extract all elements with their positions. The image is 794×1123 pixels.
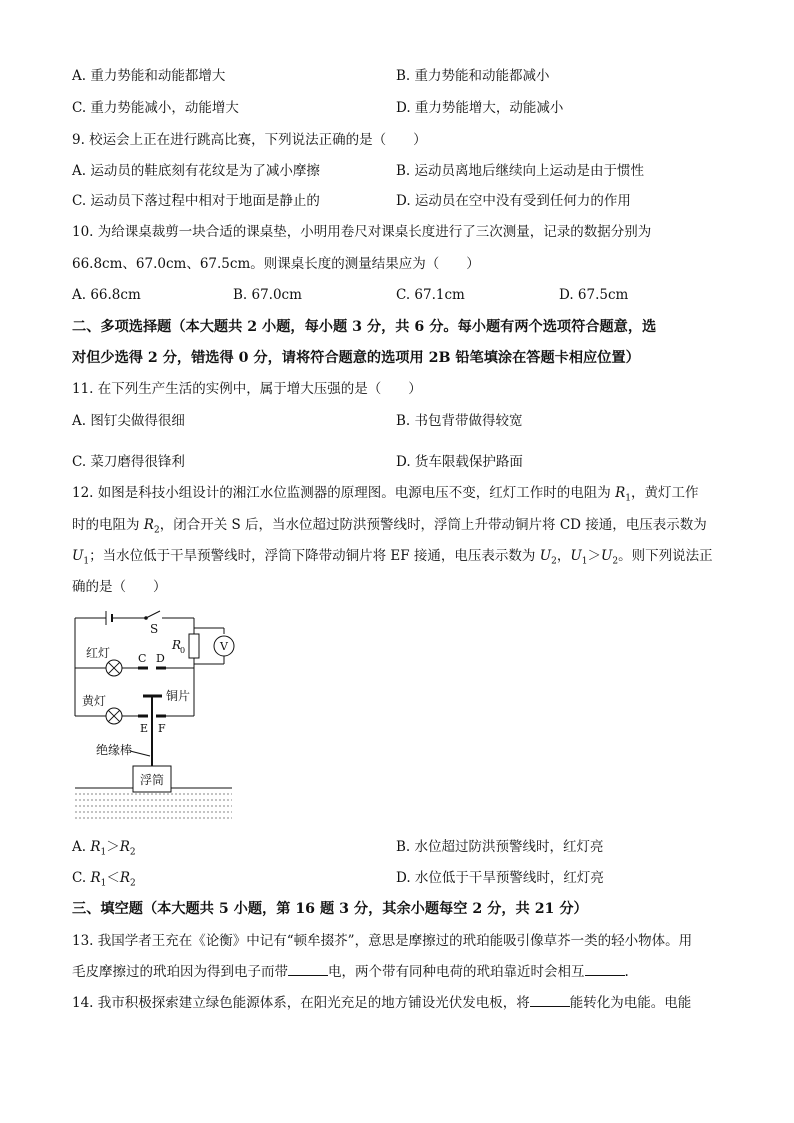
sub: 2 (130, 878, 136, 889)
var-u: U (539, 548, 552, 564)
var-r: R (119, 870, 131, 886)
q12-text: 12. 如图是科技小组设计的湘江水位监测器的原理图。电源电压不变，红灯工作时的电阻为 (72, 485, 616, 501)
q8-option-a: A. 重力势能和动能都增大 (72, 68, 226, 84)
sub: 1 (100, 847, 107, 858)
q11-stem: 11. 在下列生产生活的实例中，属于增大压强的是（ ） (72, 381, 422, 397)
label-d: D (156, 652, 165, 665)
q12-text: ，闭合开关 S 后，当水位超过防洪预警线时，浮筒上升带动铜片将 CD 接通，电压表示数为 (159, 517, 707, 533)
q9-stem: 9. 校运会上正在进行跳高比赛，下列说法正确的是（ ） (72, 132, 427, 148)
label-f: F (158, 722, 166, 735)
var-u: U (600, 548, 613, 564)
q14-text: 能转化为电能。电能 (569, 995, 692, 1011)
label-rod: 绝缘棒 (96, 743, 133, 757)
sub: 2 (612, 556, 619, 567)
label-copper: 铜片 (166, 689, 191, 703)
label-yellow-lamp: 黄灯 (82, 694, 107, 708)
label-r0-sub: 0 (180, 646, 186, 655)
q12-text: ， (556, 548, 571, 564)
sub: 2 (129, 847, 136, 858)
q10-stem-line2: 66.8cm、67.0cm、67.5cm。则课桌长度的测量结果应为（ ） (72, 256, 480, 272)
var-r: R (615, 485, 626, 501)
q11-option-d: D. 货车限载保护路面 (396, 454, 523, 470)
answer-blank[interactable] (530, 994, 570, 1007)
var-r: R (90, 839, 101, 855)
q12-option-d: D. 水位低于干旱预警线时，红灯亮 (396, 870, 604, 886)
leader-line (130, 751, 150, 756)
q10-option-a: A. 66.8cm (72, 287, 141, 303)
q12-text: ＞ (587, 548, 601, 564)
label-red-lamp: 红灯 (86, 646, 111, 660)
q12-text: ＜ (106, 870, 120, 886)
q12-option-a (72, 838, 136, 862)
q13-line1: 13. 我国学者王充在《论衡》中记有“顿牟掇芥”，意思是摩擦过的玳珀能吸引像草芥一类的轻小物体。用 (72, 933, 693, 949)
q12-text: ，黄灯工作 (630, 485, 699, 501)
var-r: R (90, 870, 101, 886)
sub: 1 (625, 493, 631, 504)
q11-option-a: A. 图钉尖做得很细 (72, 413, 185, 429)
q12-text: C. (72, 870, 91, 886)
label-s: S (150, 622, 159, 636)
section2-heading-line2: 对但少选得 2 分，错选得 0 分，请将符合题意的选项用 2B 铅笔填涂在答题卡相应位置） (72, 350, 640, 366)
q13-text: 电，两个带有同种电荷的玳珀靠近时会相互 (328, 964, 585, 980)
var-u: U (72, 548, 84, 564)
section2-heading-line1: 二、多项选择题（本大题共 2 小题，每小题 3 分，共 6 分。每小题有两个选项符合题意，选 (72, 319, 657, 335)
q14-line1 (72, 994, 691, 1012)
answer-blank[interactable] (585, 963, 625, 976)
section3-heading: 三、填空题（本大题共 5 小题，第 16 题 3 分，其余小题每空 2 分，共 21 分） (72, 901, 588, 917)
q10-option-c: C. 67.1cm (396, 287, 465, 303)
q10-stem-line1: 10. 为给课桌裁剪一块合适的课桌垫，小明用卷尺对课桌长度进行了三次测量，记录的数据分别为 (72, 224, 652, 240)
sub: 1 (100, 878, 107, 889)
var-u: U (570, 548, 582, 564)
label-e: E (140, 722, 149, 735)
q12-text: A. (72, 839, 91, 855)
label-v: V (220, 640, 228, 653)
switch-blade (146, 611, 160, 618)
sub: 1 (581, 556, 588, 567)
label-c: C (138, 652, 147, 665)
q12-text: 时的电阻为 (72, 517, 144, 533)
q13-text: . (624, 964, 629, 980)
resistor-r0 (189, 634, 199, 658)
q11-option-b: B. 书包背带做得较宽 (396, 413, 523, 429)
q8-option-d: D. 重力势能增大，动能减小 (396, 100, 564, 116)
sub: 2 (551, 556, 557, 567)
var-r: R (119, 839, 130, 855)
q9-option-c: C. 运动员下落过程中相对于地面是静止的 (72, 193, 320, 209)
q8-option-b: B. 重力势能和动能都减小 (396, 68, 550, 84)
sub: 1 (83, 556, 90, 567)
q9-option-d: D. 运动员在空中没有受到任何力的作用 (396, 193, 631, 209)
answer-blank[interactable] (288, 963, 328, 976)
q12-stem-line1 (72, 484, 698, 508)
q12-text: 。则下列说法正 (618, 548, 713, 564)
q8-option-c: C. 重力势能减小，动能增大 (72, 100, 239, 116)
var-r: R (143, 517, 154, 533)
q12-text: ；当水位低于干旱预警线时，浮筒下降带动铜片将 EF 接通，电压表示数为 (89, 548, 540, 564)
q10-option-b: B. 67.0cm (233, 287, 302, 303)
q12-option-c (72, 869, 136, 893)
q9-option-a: A. 运动员的鞋底刻有花纹是为了减小摩擦 (72, 163, 320, 179)
q13-text: 毛皮摩擦过的玳珀因为得到电子而带 (72, 964, 288, 980)
q13-line2 (72, 963, 629, 981)
label-float: 浮筒 (140, 773, 165, 787)
q10-option-d: D. 67.5cm (559, 287, 629, 303)
q14-text: 14. 我市积极探索建立绿色能源体系，在阳光充足的地方铺设光伏发电板，将 (72, 995, 530, 1011)
q9-option-b: B. 运动员离地后继续向上运动是由于惯性 (396, 163, 645, 179)
switch-pivot (145, 617, 148, 620)
q11-option-c: C. 菜刀磨得很锋利 (72, 454, 185, 470)
q12-stem-line4: 确的是（ ） (72, 579, 167, 595)
q12-stem-line3 (72, 547, 713, 571)
q12-stem-line2 (72, 516, 707, 540)
q12-option-b: B. 水位超过防洪预警线时，红灯亮 (396, 839, 604, 855)
label-r0: R (172, 638, 182, 652)
sub: 2 (153, 525, 160, 536)
q12-text: ＞ (106, 839, 120, 855)
circuit-diagram (70, 606, 250, 826)
